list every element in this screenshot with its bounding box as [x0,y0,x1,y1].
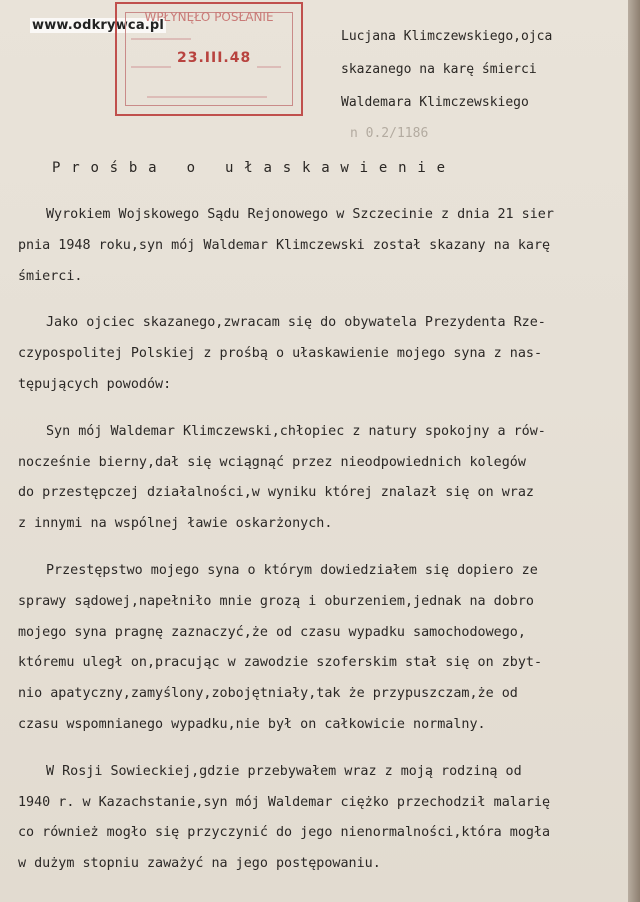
text-line: sprawy sądowej,napełniło mnie grozą i oburzeniem,jednak na dobro [18,593,534,609]
header-line: Lucjana Klimczewskiego,ojca [341,29,553,44]
paragraph [18,200,624,292]
text-line: 1940 r. w Kazachstanie,syn mój Waldemar ciężko przechodził malarię [18,794,551,810]
text-line: czypospolitej Polskiej z prośbą o ułaskawienie mojego syna z nas- [18,346,543,362]
stamp-faint-line [257,66,281,68]
header-line: Waldemara Klimczewskiego [341,95,529,110]
paragraph-gap [18,292,624,308]
text-line: śmierci. [18,268,83,284]
text-line: w dużym stopniu zaważyć na jego postępowaniu. [18,856,381,872]
watermark-text: www.odkrywca.pl [32,18,165,33]
text-line: Wyrokiem Wojskowego Sądu Rejonowego w Szczecinie z dnia 21 sier [46,207,554,222]
stamp-faint-line [131,38,191,40]
paper-edge [628,0,640,902]
stamp-faint-line [131,66,171,68]
text-line: W Rosji Sowieckiej,gdzie przebywałem wraz z moją rodziną od [46,763,522,779]
text-line: nocześnie bierny,dał się wciągnąć przez nieodpowiednich kolegów [18,454,526,470]
text-line: nio apatyczny,zamyślony,zobojętniały,tak że przypuszczam,że od [18,686,518,702]
received-stamp [115,2,303,116]
sender-header [341,20,552,119]
text-line: z innymi na wspólnej ławie oskarżonych. [18,516,333,532]
text-line: co również mogło się przyczynić do jego nienormalności,która mogła [18,825,551,841]
paragraph [18,757,624,880]
letter-body [18,200,624,880]
text-line: do przestępczej działalności,w wyniku której znalazł się on wraz [18,485,534,501]
margin-note: n 0.2/1186 [350,126,429,141]
text-line: któremu uległ on,pracując w zawodzie szoferskim stał się on zbyt- [18,655,543,671]
header-line: skazanego na karę śmierci [341,62,537,77]
text-line: Przestępstwo mojego syna o którym dowiedziałem się dopiero ze [46,562,538,578]
text-line: Syn mój Waldemar Klimczewski,chłopiec z natury spokojny a rów- [46,423,546,439]
stamp-title: WPŁYNĘŁO POSŁANIE [144,10,274,24]
text-line: Jako ojciec skazanego,zwracam się do obywatela Prezydenta Rze- [46,315,546,331]
text-line: tępujących powodów: [18,376,172,392]
paragraph-gap [18,540,624,556]
text-line: mojego syna pragnę zaznaczyć,że od czasu wypadku samochodowego, [18,624,526,640]
paragraph [18,417,624,540]
document-title: Prośba o ułaskawienie [52,160,456,176]
paragraph-gap [18,401,624,417]
text-line: pnia 1948 roku,syn mój Waldemar Klimczewski został skazany na karę [18,237,551,253]
text-line: czasu wspomnianego wypadku,nie był on całkowicie normalny. [18,716,486,732]
stamp-date: 23.III.48 [177,50,252,66]
paragraph [18,308,624,400]
paragraph [18,556,624,741]
paragraph-gap [18,741,624,757]
stamp-faint-line [147,96,267,98]
